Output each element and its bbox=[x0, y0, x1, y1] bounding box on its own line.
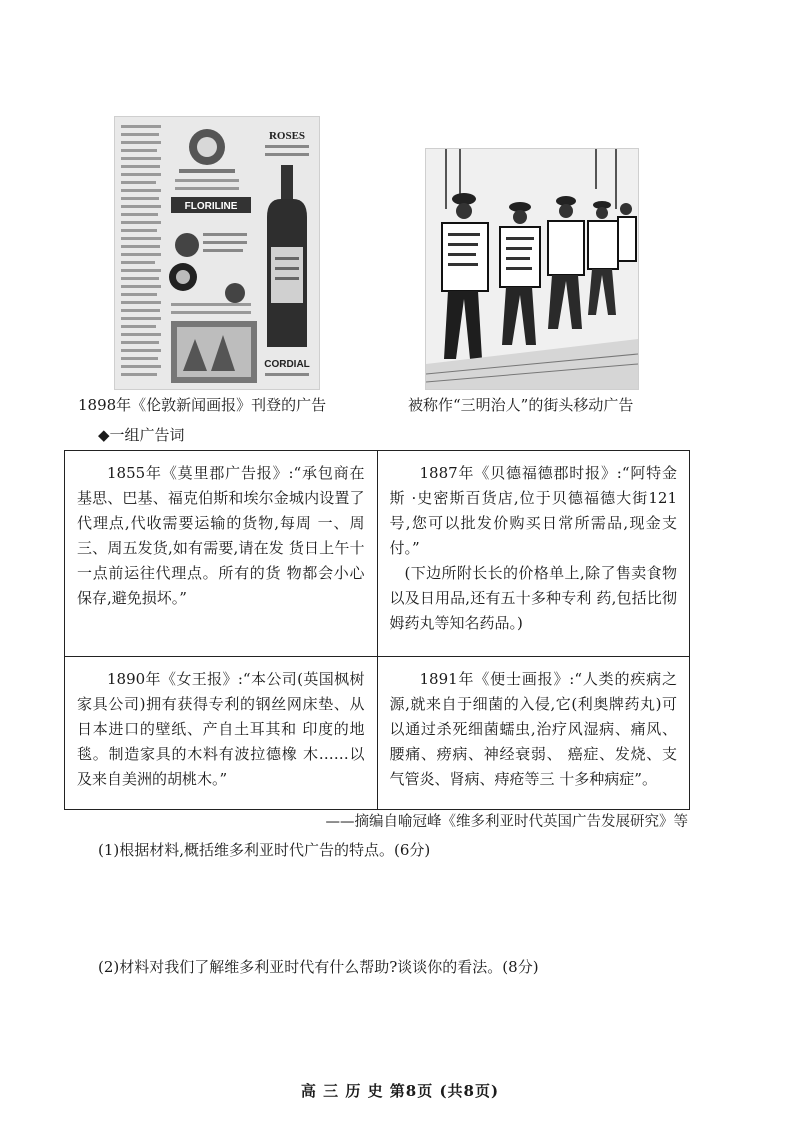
section-title: ◆一组广告词 bbox=[98, 426, 185, 444]
right-figure-caption: 被称作“三明治人”的街头移动广告 bbox=[408, 396, 634, 414]
question-2: (2)材料对我们了解维多利亚时代有什么帮助?谈谈你的看法。(8分) bbox=[98, 958, 539, 976]
left-figure-caption: 1898年《伦敦新闻画报》刊登的广告 bbox=[78, 396, 327, 414]
ad-quote: 1855年《莫里郡广告报》:“承包商在基思、巴基、福克伯斯和埃尔金城内设置了代理点,代收需要运输的货物,每周 一、周三、周五发货,如有需要,请在发 货日上午十一点前运往代理点。所有的货 物都会小心保存,避免损坏。” bbox=[77, 464, 365, 607]
ad-cell bbox=[377, 657, 690, 810]
newspaper-ad-image bbox=[114, 116, 320, 390]
table-row bbox=[65, 657, 690, 810]
ad-quote: 1890年《女王报》:“本公司(英国枫树家具公司)拥有获得专利的钢丝网床垫、从日本进口的壁纸、产自土耳其和 印度的地毯。制造家具的木料有波拉德橡 木……以及来自美洲的胡桃木。” bbox=[77, 670, 365, 789]
cordial-text: CORDIAL bbox=[264, 359, 310, 370]
sandwich-men-image bbox=[425, 148, 639, 390]
ad-quote: 1887年《贝德福德郡时报》:“阿特金斯 ·史密斯百货店,位于贝德福德大街121号,您可以批发价购买日常所需品,现金支付。” bbox=[389, 464, 677, 557]
ad-cell bbox=[377, 451, 690, 657]
ad-quote: 1891年《便士画报》:“人类的疾病之源,就来自于细菌的入侵,它(利奥牌药丸)可以通过杀死细菌蠕虫,治疗风湿病、痛风、腰痛、痨病、神经衰弱、 癌症、发烧、支气管炎、肾病、痔疮等三 十多种病症”。 bbox=[389, 670, 677, 789]
page-footer: 高 三 历 史 第8页 (共8页) bbox=[300, 1082, 500, 1100]
source-citation: ——摘编自喻冠峰《维多利亚时代英国广告发展研究》等 bbox=[325, 814, 688, 830]
table-row bbox=[65, 451, 690, 657]
ad-cell bbox=[65, 657, 378, 810]
question-1: (1)根据材料,概括维多利亚时代广告的特点。(6分) bbox=[98, 841, 431, 859]
advertisement-table bbox=[64, 450, 690, 810]
floriline-text: FLORILINE bbox=[184, 201, 238, 212]
roses-text: ROSES bbox=[268, 130, 306, 142]
ad-note: (下边所附长长的价格单上,除了售卖食物以及日用品,还有五十多种专利 药,包括比彻姆药丸等知名药品。) bbox=[389, 564, 677, 632]
ad-cell bbox=[65, 451, 378, 657]
